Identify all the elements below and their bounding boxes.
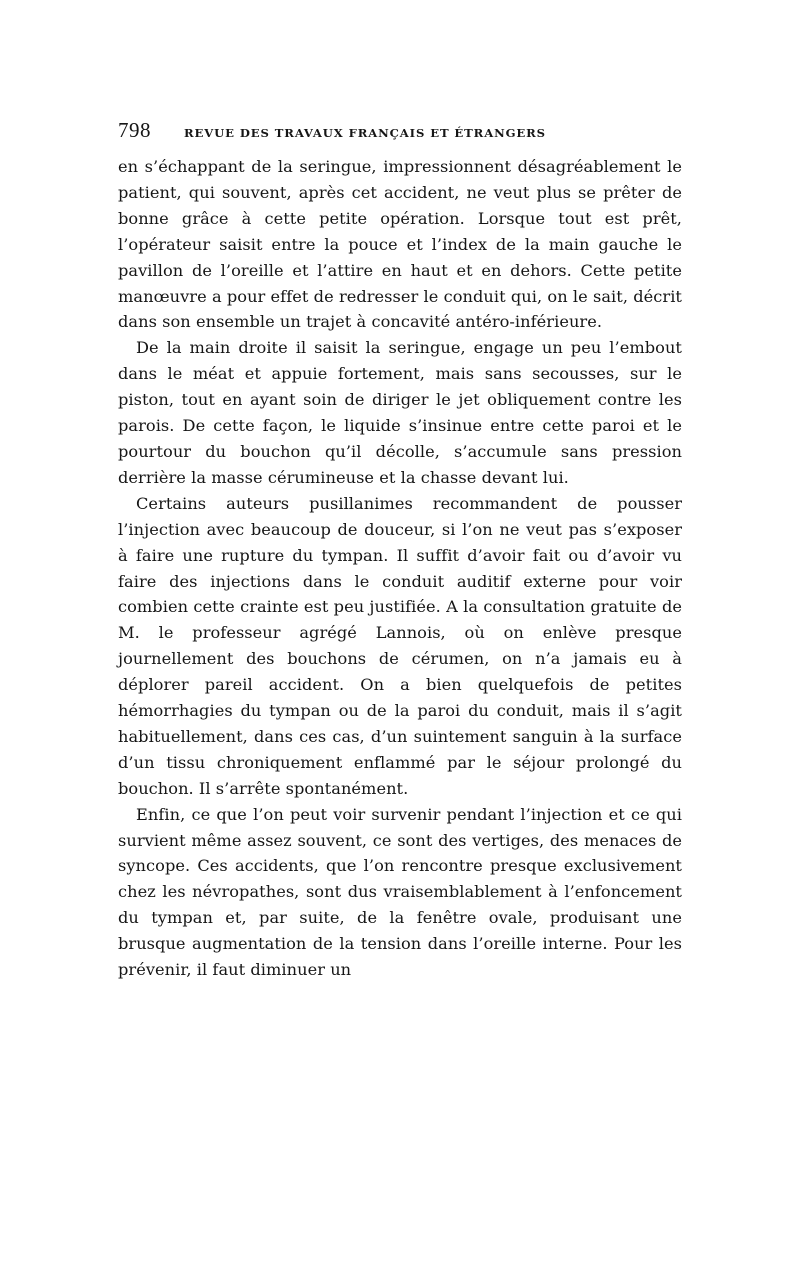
body-text [118,154,682,983]
paragraph-continuation: en s’échappant de la seringue, impressionnent désagréablement le patient, qui souvent, après cet accident, ne veut plus se prêter de bonne grâce à cette petite opération. Lorsque tout est prêt, l’opérateur saisit entre la pouce et l’index de la main gauche le pavillon de l’oreille et l’attire en haut et en dehors. Cette petite manœuvre a pour effet de redresser le conduit qui, on le sait, décrit dans son ensemble un trajet à concavité antéro-inférieure. [118,157,682,332]
running-title: REVUE DES TRAVAUX FRANÇAIS ET ÉTRANGERS [184,126,546,140]
book-page [118,118,682,983]
paragraph: De la main droite il saisit la seringue, engage un peu l’embout dans le méat et appuie fortement, mais sans secousses, sur le piston, tout en ayant soin de diriger le jet obliquement contre les parois. De cette façon, le liquide s’insinue entre cette paroi et le pourtour du bouchon qu’il décolle, s’accumule sans pression derrière la masse cérumineuse et la chasse devant lui. [118,338,682,487]
running-header [118,118,682,154]
page-number: 798 [118,118,151,142]
paragraph: Certains auteurs pusillanimes recommandent de pousser l’injection avec beaucoup de douceur, si l’on ne veut pas s’exposer à faire une rupture du tympan. Il suffit d’avoir fait ou d’avoir vu faire des injections dans le conduit auditif externe pour voir combien cette crainte est peu justifiée. A la consultation gratuite de M. le professeur agrégé Lannois, où on enlève presque journellement des bouchons de cérumen, on n’a jamais eu à déplorer pareil accident. On a bien quelquefois de petites hémorrhagies du tympan ou de la paroi du conduit, mais il s’agit habituellement, dans ces cas, d’un suintement sanguin à la surface d’un tissu chroniquement enflammé par le séjour prolongé du bouchon. Il s’arrête spontanément. [118,493,682,798]
paragraph: Enfin, ce que l’on peut voir survenir pendant l’injection et ce qui survient même assez souvent, ce sont des vertiges, des menaces de syncope. Ces accidents, que l’on rencontre presque exclusivement chez les névropathes, sont dus vraisemblablement à l’enfoncement du tympan et, par suite, de la fenêtre ovale, produisant une brusque augmentation de la tension dans l’oreille interne. Pour les prévenir, il faut diminuer un [118,804,682,980]
